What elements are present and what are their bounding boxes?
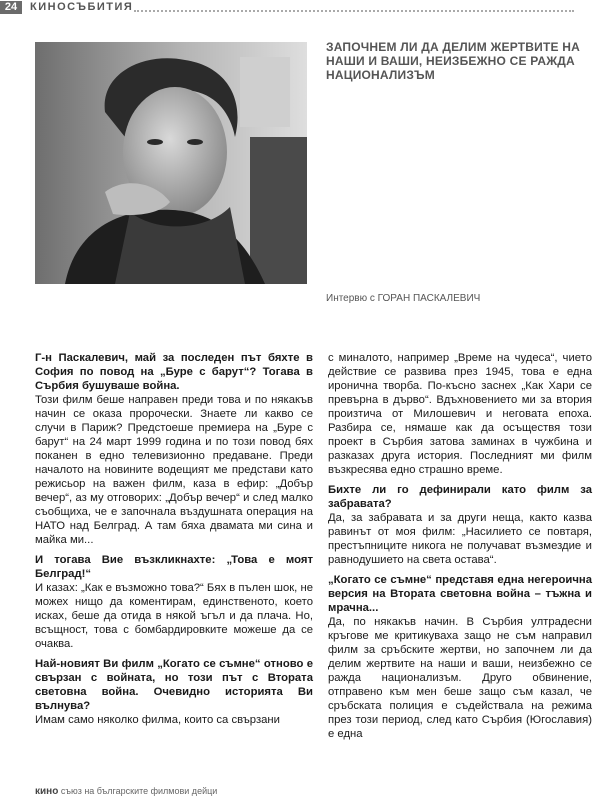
question-paragraph: Бихте ли го дефинирали като филм за забравата? bbox=[328, 484, 592, 510]
portrait-image bbox=[35, 42, 307, 284]
question-paragraph: „Когато се съмне“ представя една негероична версия на Втората световна война – тъжна и мрачна... bbox=[328, 574, 592, 614]
footer-tagline: съюз на българските филмови дейци bbox=[60, 786, 218, 796]
page-footer bbox=[35, 786, 217, 797]
footer-brand: кино bbox=[35, 786, 59, 797]
answer-paragraph: Този филм беше направен преди това и по някакъв начин се оказа пророчески. Знаете ли какво се случи в Париж? Предстоеше премиера на „Буре с барут“ на 24 март 1999 година и по този повод бях поканен в едно телевизионно предаване. Преди началото на новините водещият ме представи като режисьор на важен филм, каза в ефир: „Добър вечер“, аз му отговорих: „Добър вечер“ и след малко съобщиха, че е започнала въздушната операция на НАТО над Белград. А там бяха двамата ми сина и майка ми... bbox=[35, 394, 313, 546]
right-column bbox=[328, 351, 592, 741]
answer-paragraph: И казах: „Как е възможно това?“ Бях в пълен шок, не можех нищо да коментирам, единственото, което исках, беше да отида в някой ъгъл и да плача. Но, всъщност, това с бомбардировките можеше да се очаква. bbox=[35, 582, 313, 650]
interview-byline: Интервю с ГОРАН ПАСКАЛЕВИЧ bbox=[326, 293, 481, 304]
question-paragraph: Г-н Паскалевич, май за последен път бяхте в София по повод на „Буре с барут“? Тогава в Сърбия бушуваше война. bbox=[35, 352, 313, 392]
article-headline: ЗАПОЧНЕМ ЛИ ДА ДЕЛИМ ЖЕРТВИТЕ НА НАШИ И ВАШИ, НЕИЗБЕЖНО СЕ РАЖДА НАЦИОНАЛИЗЪМ bbox=[326, 40, 580, 82]
answer-paragraph: Имам само няколко филма, които са свързани bbox=[35, 714, 280, 726]
answer-paragraph: Да, за забравата и за други неща, както казва равинът от моя филм: „Насилието се повтаря, престъпниците никога не получават възмездие и равнодушието на света остава“. bbox=[328, 512, 592, 566]
header-dotted-rule bbox=[134, 10, 574, 12]
section-title: КИНОСЪБИТИЯ bbox=[30, 1, 134, 13]
page-header bbox=[0, 0, 600, 16]
portrait-photo bbox=[35, 42, 307, 284]
left-column bbox=[35, 351, 313, 727]
question-paragraph: Най-новият Ви филм „Когато се съмне“ отново е свързан с войната, но този път с Втората световна война. Очевидно историята Ви вълнува? bbox=[35, 658, 313, 712]
answer-paragraph: с миналото, например „Време на чудеса“, чието действие се развива през 1945, това е една иронична творба. По-късно заснех „Как Хари се превърна в дърво“. Вдъхновението ми за втория произтича от Милошевич и неговата епоха. Разбира се, нямаше как да осъществя този проект в Сърбия затова заминах в чужбина и разказах друга история. Последният ми филм възкресява едно страшно време. bbox=[328, 352, 592, 476]
answer-paragraph: Да, по някакъв начин. В Сърбия ултрадесни кръгове ме критикуваха защо не съм направил филм за сръбските жертви, но започнем ли да делим жертвите на наши и ваши, неизбежно се ражда национализъм. Друго обвинение, отправено към мен беше защо съм казал, че сръбската полиция е съдействала на режима през този период, след като Сърбия (Югославия) е една bbox=[328, 616, 592, 740]
page-number: 24 bbox=[0, 1, 22, 14]
question-paragraph: И тогава Вие възкликнахте: „Това е моят Белград!“ bbox=[35, 554, 313, 580]
